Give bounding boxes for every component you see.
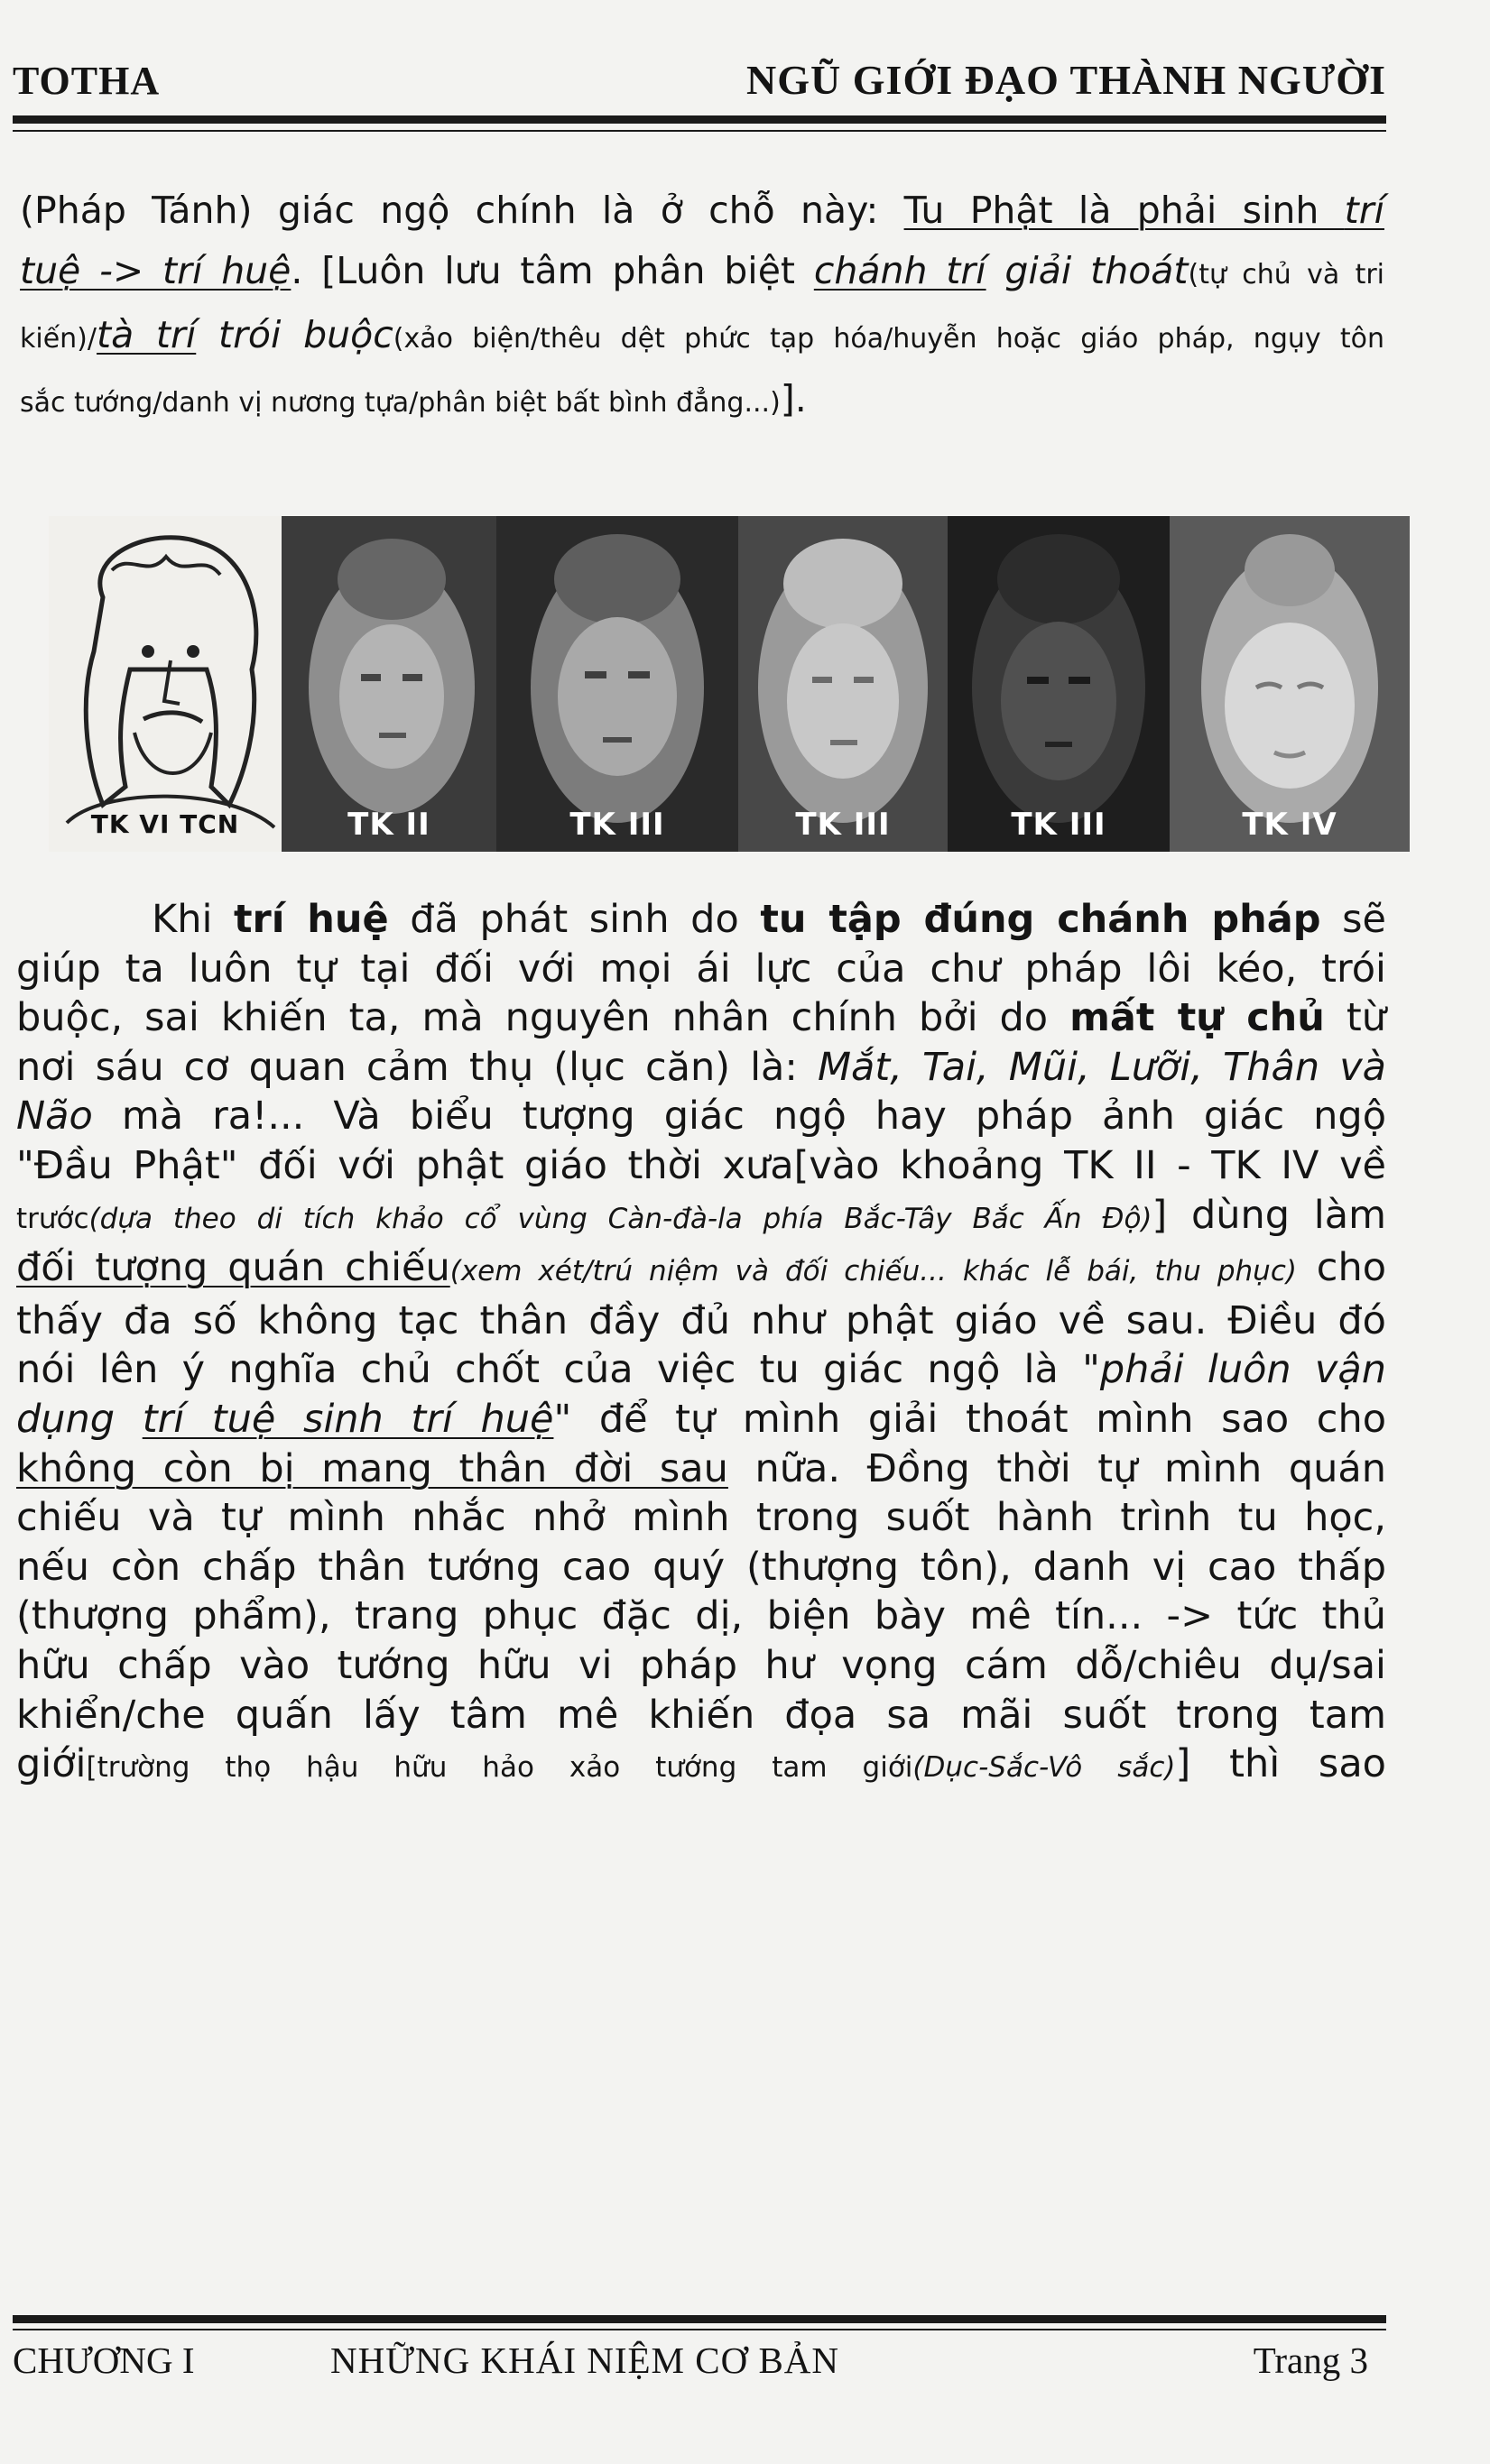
small-italic-text: (xem xét/trú niệm và đối chiếu... khác lễ bái, thu phục) xyxy=(449,1255,1297,1288)
italic-text: " xyxy=(553,1396,572,1442)
footer-chapter-title: NHỮNG KHÁI NIỆM CƠ BẢN xyxy=(330,2339,840,2381)
text-run: sẽ xyxy=(1320,897,1386,942)
header-rule-thin xyxy=(13,130,1386,132)
text-run: ] thì sao xyxy=(1175,1741,1386,1787)
underlined-italic-text: chánh trí xyxy=(813,249,986,292)
italic-text: dụng xyxy=(16,1396,143,1442)
sketch-head-drawing xyxy=(49,516,282,852)
text-run: đã phát sinh do xyxy=(388,897,761,942)
text-run: nơi sáu cơ quan cảm thụ (lục căn) là: xyxy=(16,1044,818,1090)
text-line xyxy=(16,1092,1386,1141)
text-line xyxy=(16,1740,1386,1793)
stone-head-shape xyxy=(1170,516,1410,852)
text-line: thấy đa số không tạc thân đầy đủ như phật giáo về sau. Điều đó xyxy=(16,1297,1386,1343)
underlined-text: không còn bị mang thân đời sau xyxy=(16,1445,728,1491)
text-run: buộc, sai khiến ta, mà nguyên nhân chính bởi do xyxy=(16,995,1070,1041)
photo-head-image xyxy=(496,516,738,852)
header-book-title: NGŨ GIỚI ĐẠO THÀNH NGƯỜI xyxy=(746,57,1386,103)
image-caption: TK VI TCN xyxy=(90,809,240,839)
text-line xyxy=(20,180,1384,241)
text-run: Khi xyxy=(152,897,234,942)
small-italic-text: (dựa theo di tích khảo cổ vùng Càn-đà-la phía Bắc-Tây Bắc Ấn Độ) xyxy=(88,1202,1152,1235)
small-text: sắc tướng/danh vị nương tựa/phân biệt bất bình đẳng...) xyxy=(20,387,781,419)
header-author: TOTHA xyxy=(13,59,161,103)
underlined-text: Tu Phật là phải sinh xyxy=(903,189,1345,232)
text-run: nữa. Đồng thời tự mình quán xyxy=(727,1445,1386,1491)
header-rule-thick xyxy=(13,115,1386,124)
text-run: ]. xyxy=(780,377,807,420)
italic-text: Mắt, Tai, Mũi, Lưỡi, Thân và xyxy=(817,1044,1387,1090)
page-number: Trang 3 xyxy=(1253,2339,1368,2381)
stone-head-shape xyxy=(738,516,948,852)
text-run: . [Luôn lưu tâm phân biệt xyxy=(291,249,814,292)
image-caption: TK III xyxy=(795,807,891,843)
image-caption: TK IV xyxy=(1242,807,1337,843)
photo-head-image xyxy=(948,516,1170,852)
small-text: trước xyxy=(16,1202,89,1235)
footer-chapter: CHƯƠNG I xyxy=(13,2339,195,2381)
italic-text: Não xyxy=(16,1094,93,1140)
bold-text: trí huệ xyxy=(233,897,389,942)
small-text: (tự chủ và tri xyxy=(1188,259,1384,291)
image-caption: TK III xyxy=(569,807,665,843)
footer-rule-thin xyxy=(13,2329,1386,2330)
image-caption: TK III xyxy=(1011,807,1106,843)
text-line xyxy=(16,1345,1386,1395)
text-line xyxy=(20,241,1384,305)
text-line: hữu chấp vào tướng hữu vi pháp hư vọng cám dỗ/chiêu dụ/sai xyxy=(16,1642,1386,1688)
stone-head-shape xyxy=(948,516,1170,852)
small-text: (xảo biện/thêu dệt phức tạp hóa/huyễn hoặc giáo pháp, ngụy tôn xyxy=(393,323,1384,355)
text-run: mà ra!... Và biểu tượng giác ngộ hay pháp ảnh giác ngộ xyxy=(92,1094,1386,1140)
stone-head-shape xyxy=(496,516,738,852)
underlined-italic-text: trí tuệ sinh trí huệ xyxy=(142,1396,554,1442)
text-run: nói lên ý nghĩa chủ chốt của việc tu giác ngộ là xyxy=(16,1347,1083,1393)
text-line: nếu còn chấp thân tướng cao quý (thượng tôn), danh vị cao thấp xyxy=(16,1544,1386,1590)
small-italic-text: (Dục-Sắc-Vô sắc) xyxy=(912,1751,1176,1785)
italic-text: "phải luôn vận xyxy=(1082,1347,1386,1393)
text-run: để tự mình giải thoát mình sao cho xyxy=(571,1396,1386,1442)
text-line xyxy=(16,1243,1386,1297)
text-run: giới xyxy=(16,1741,87,1787)
buddha-head-image-strip xyxy=(49,516,1410,852)
intro-paragraph xyxy=(20,180,1384,433)
small-text: [trường thọ hậu hữu hảo xảo tướng tam giới xyxy=(86,1751,913,1785)
stone-head-shape xyxy=(282,516,496,852)
text-run: cho xyxy=(1296,1245,1387,1291)
small-text: kiến)/ xyxy=(20,323,97,355)
text-line xyxy=(16,1043,1386,1093)
text-run: ] dùng làm xyxy=(1152,1192,1386,1238)
footer-rule-thick xyxy=(13,2315,1386,2323)
italic-text: giải thoát xyxy=(986,249,1189,292)
text-run: (Pháp Tánh) giác ngộ chính là ở chỗ này: xyxy=(20,189,904,232)
text-line xyxy=(16,1191,1386,1244)
underlined-italic-text: tà trí xyxy=(97,313,197,356)
photo-head-image xyxy=(1170,516,1410,852)
sketch-head-image xyxy=(49,516,282,852)
italic-text: trói buộc xyxy=(196,313,393,356)
text-line xyxy=(16,1395,1386,1444)
text-line xyxy=(20,369,1384,433)
image-caption: TK II xyxy=(347,807,430,843)
photo-head-image xyxy=(738,516,948,852)
underlined-italic-text: trí xyxy=(1344,189,1384,232)
text-line: giúp ta luôn tự tại đối với mọi ái lực của chư pháp lôi kéo, trói xyxy=(16,946,1386,992)
text-line: chiếu và tự mình nhắc nhở mình trong suốt hành trình tu học, xyxy=(16,1495,1386,1541)
page-header xyxy=(13,56,1386,104)
underlined-text: đối tượng quán chiếu xyxy=(16,1245,450,1291)
text-line: khiển/che quấn lấy tâm mê khiến đọa sa mãi suốt trong tam xyxy=(16,1692,1386,1738)
main-paragraph xyxy=(16,895,1386,1793)
underlined-italic-text: tuệ -> trí huệ xyxy=(20,249,292,292)
text-line xyxy=(16,895,1386,945)
bold-text: mất tự chủ xyxy=(1069,995,1325,1041)
text-line: "Đầu Phật" đối với phật giáo thời xưa[vào khoảng TK II - TK IV về xyxy=(16,1142,1386,1188)
text-line xyxy=(20,305,1384,369)
text-line xyxy=(16,1444,1386,1494)
text-line: (thượng phẩm), trang phục đặc dị, biện bày mê tín... -> tức thủ xyxy=(16,1593,1386,1639)
text-run: từ xyxy=(1324,995,1386,1041)
text-line xyxy=(16,993,1386,1043)
photo-head-image xyxy=(282,516,496,852)
bold-text: tu tập đúng chánh pháp xyxy=(760,897,1321,942)
